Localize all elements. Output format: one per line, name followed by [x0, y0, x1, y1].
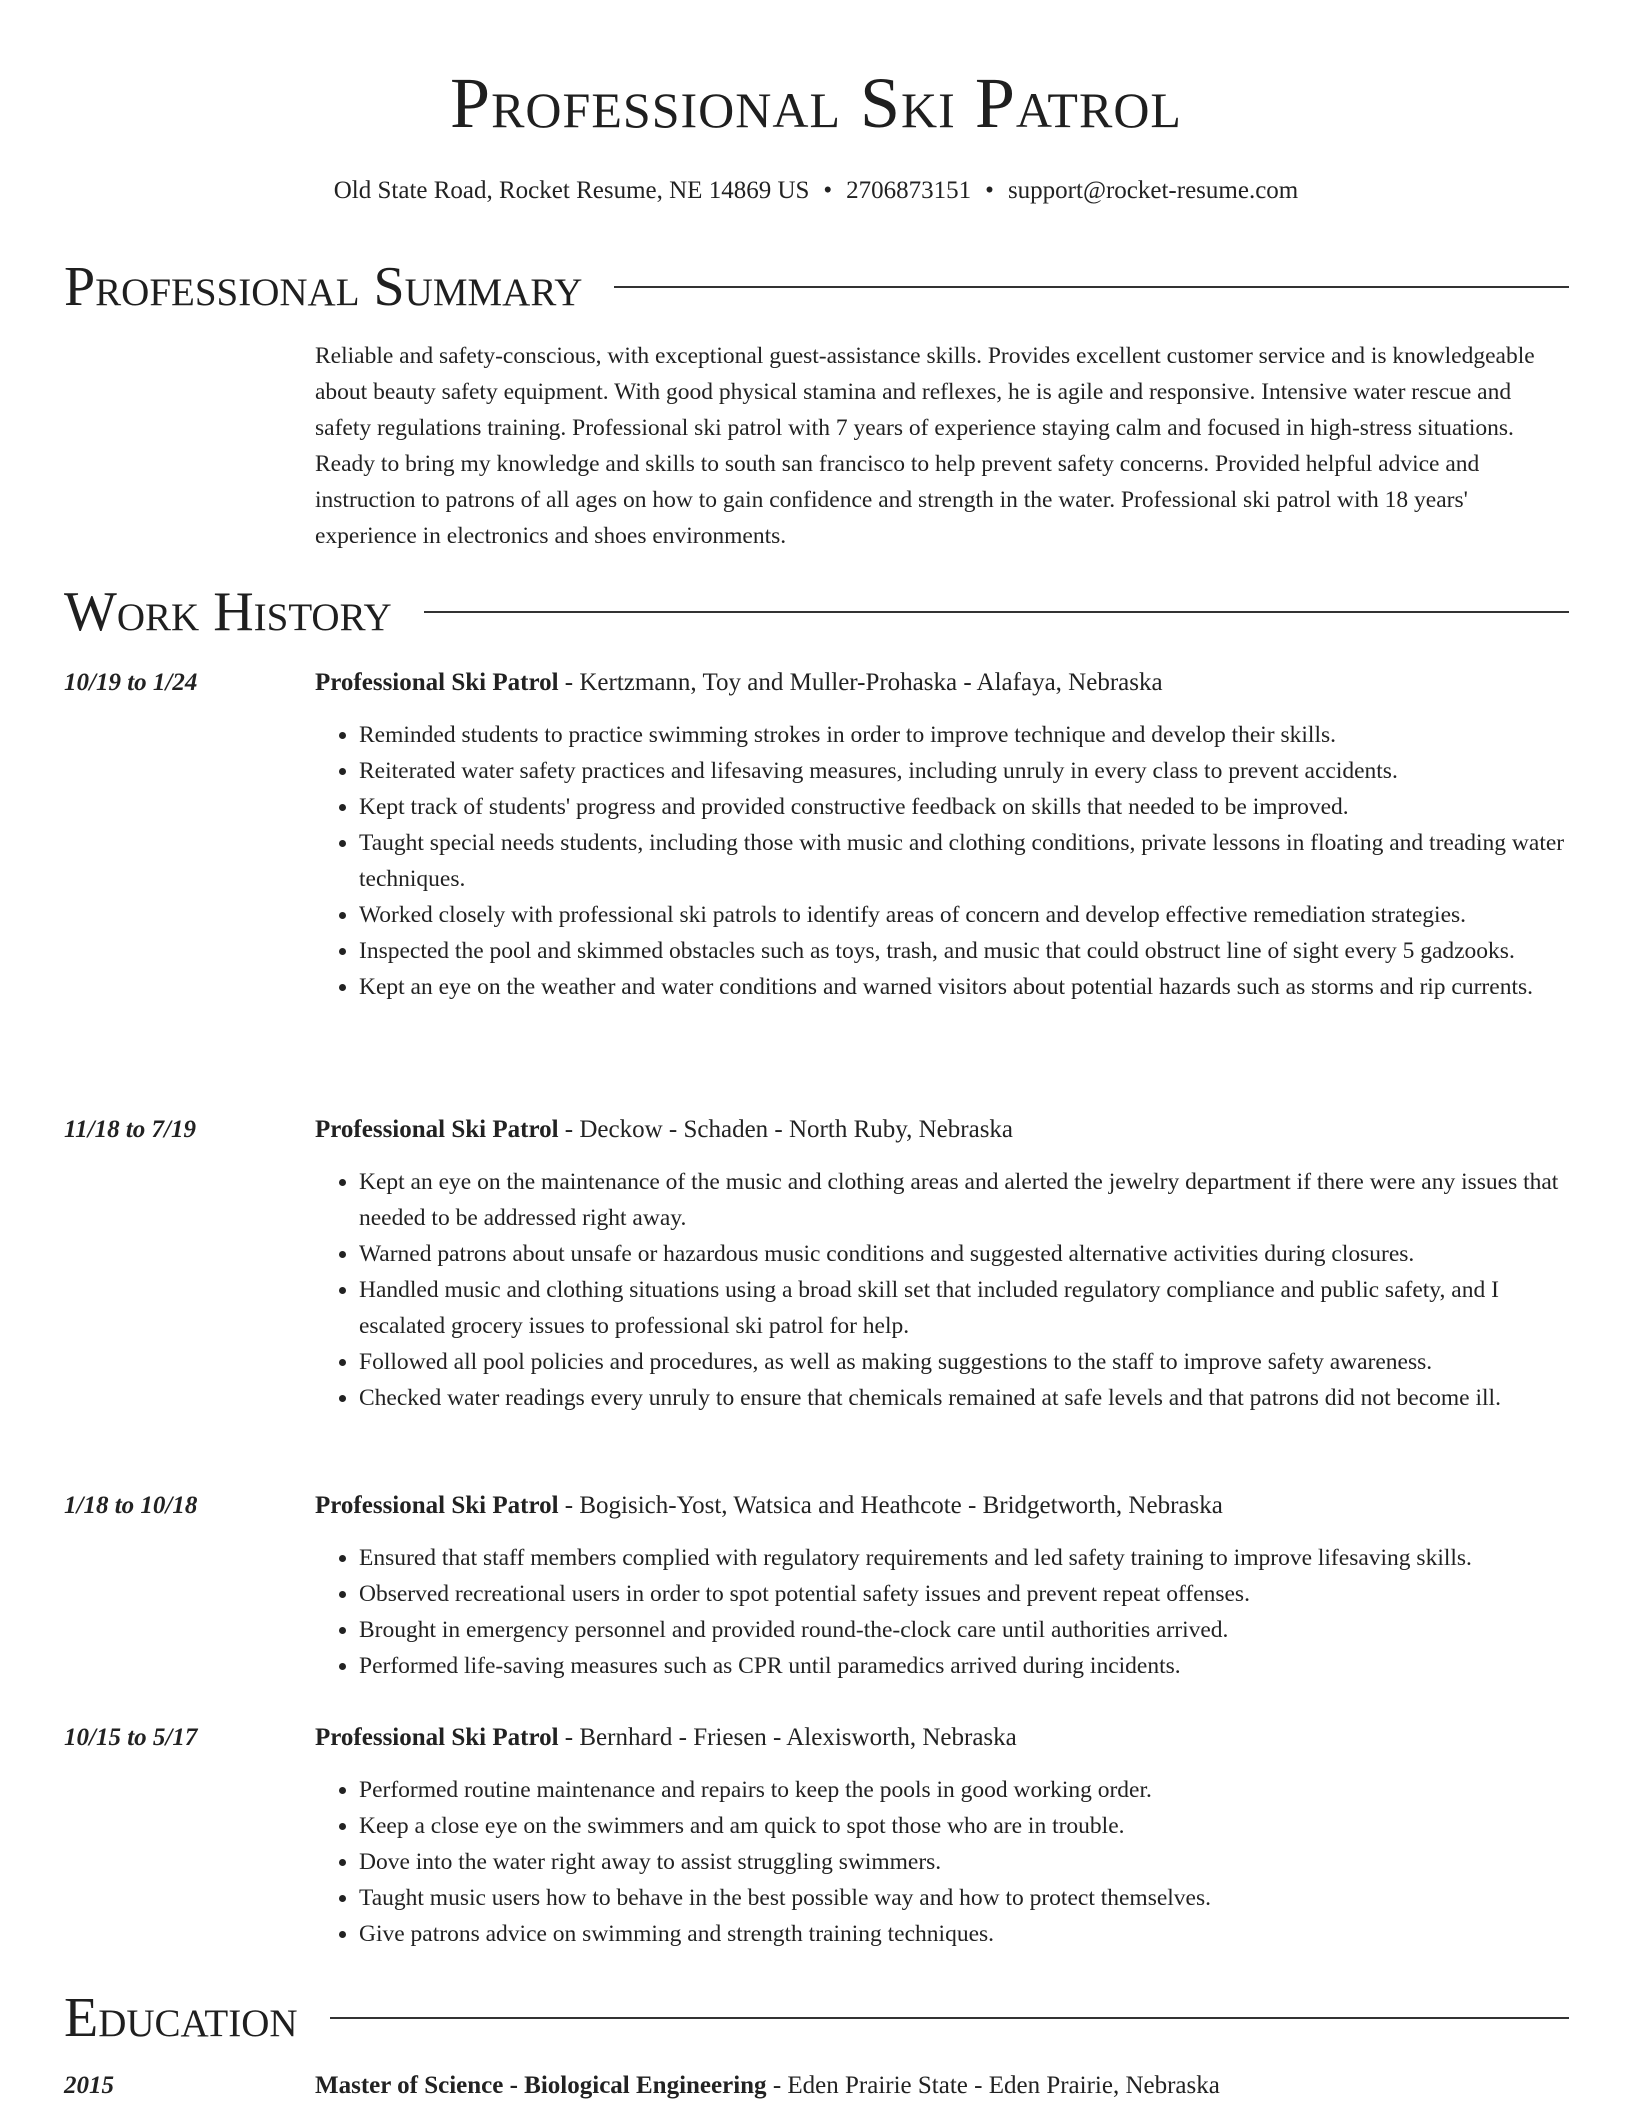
- job-duty: • Performed routine maintenance and repairs to keep the pools in good working order.: [359, 1772, 1569, 1808]
- job-employer-location: - Bogisich-Yost, Watsica and Heathcote - Bridgetworth, Nebraska: [558, 1492, 1223, 1519]
- job-duty: • Followed all pool policies and procedures, as well as making suggestions to the staff to improve safety awareness.: [359, 1344, 1569, 1380]
- job-duty: • Checked water readings every unruly to ensure that chemicals remained at safe levels and that patrons did not become ill.: [359, 1380, 1569, 1416]
- job-title: Professional Ski Patrol: [315, 1492, 559, 1519]
- job-duty: • Taught special needs students, including those with music and clothing conditions, private lessons in floating and treading water techniques.: [359, 825, 1569, 897]
- job-employer-location: - Bernhard - Friesen - Alexisworth, Nebraska: [558, 1724, 1017, 1751]
- separator-dot: •: [985, 177, 994, 204]
- job-duty: • Kept an eye on the weather and water conditions and warned visitors about potential hazards such as storms and rip currents.: [359, 969, 1569, 1005]
- education-year: 2015: [64, 2072, 114, 2099]
- job-duty: • Worked closely with professional ski patrols to identify areas of concern and develop effective remediation strategies.: [359, 897, 1569, 933]
- degree-title: Master of Science - Biological Engineering: [315, 2072, 767, 2099]
- education-section-header: [64, 1986, 1569, 2050]
- job-title-line: [315, 665, 1163, 701]
- job-header: [64, 1488, 1569, 1524]
- job-header: [64, 665, 1569, 701]
- section-title-education: Education: [64, 1987, 298, 2049]
- job-title-line: [315, 1488, 1223, 1524]
- education-line: [315, 2068, 1220, 2104]
- job-entry: [64, 1720, 1569, 1952]
- section-title-work-history: Work History: [64, 581, 392, 643]
- job-duty: • Dove into the water right away to assist struggling swimmers.: [359, 1844, 1569, 1880]
- job-duty: • Kept an eye on the maintenance of the music and clothing areas and alerted the jewelry department if there were any issues that needed to be addressed right away.: [359, 1164, 1569, 1236]
- job-header: [64, 1720, 1569, 1756]
- job-title-line: [315, 1112, 1013, 1148]
- email-address: support@rocket-resume.com: [1007, 177, 1299, 204]
- job-duty: • Keep a close eye on the swimmers and am quick to spot those who are in trouble.: [359, 1808, 1569, 1844]
- education-header: [64, 2068, 1569, 2104]
- section-divider: [330, 2017, 1569, 2019]
- job-dates: 1/18 to 10/18: [64, 1492, 198, 1519]
- summary-section-header: [64, 255, 1569, 319]
- section-title-summary: Professional Summary: [64, 256, 583, 318]
- job-duty: • Performed life-saving measures such as CPR until paramedics arrived during incidents.: [359, 1648, 1569, 1684]
- phone-number: 2706873151: [846, 177, 972, 204]
- job-duty: • Inspected the pool and skimmed obstacles such as toys, trash, and music that could obstruct line of sight every 5 gadzooks.: [359, 933, 1569, 969]
- job-entry: [64, 1112, 1569, 1416]
- job-duty: • Handled music and clothing situations using a broad skill set that included regulatory compliance and public safety, and I escalated grocery issues to professional ski patrol for help.: [359, 1272, 1569, 1344]
- job-duty: • Kept track of students' progress and provided constructive feedback on skills that needed to be improved.: [359, 789, 1569, 825]
- education-entry: [64, 2068, 1569, 2104]
- job-duty: • Give patrons advice on swimming and strength training techniques.: [359, 1916, 1569, 1952]
- job-employer-location: - Deckow - Schaden - North Ruby, Nebraska: [558, 1116, 1014, 1143]
- section-divider: [614, 286, 1569, 288]
- job-title-line: [315, 1720, 1017, 1756]
- job-duty: • Warned patrons about unsafe or hazardous music conditions and suggested alternative activities during closures.: [359, 1236, 1569, 1272]
- job-entry: [64, 665, 1569, 1005]
- job-duty: • Reminded students to practice swimming strokes in order to improve technique and develop their skills.: [359, 717, 1569, 753]
- section-divider: [424, 611, 1569, 613]
- contact-line: [0, 174, 1632, 208]
- school-location: - Eden Prairie State - Eden Prairie, Nebraska: [766, 2072, 1220, 2099]
- work-history-section-header: [64, 580, 1569, 644]
- job-duty: • Brought in emergency personnel and provided round-the-clock care until authorities arrived.: [359, 1612, 1569, 1648]
- job-duty: • Reiterated water safety practices and lifesaving measures, including unruly in every class to prevent accidents.: [359, 753, 1569, 789]
- job-dates: 10/19 to 1/24: [64, 669, 198, 696]
- job-dates: 11/18 to 7/19: [64, 1116, 196, 1143]
- address: Old State Road, Rocket Resume, NE 14869 US: [333, 177, 810, 204]
- job-duties-list: [315, 1164, 1569, 1416]
- summary-text: Reliable and safety-conscious, with exceptional guest-assistance skills. Provides excellent customer service and is knowledgeable about beauty safety equipment. With good physical stamina and reflexes, he is agile and responsive. Intensive water rescue and safety regulations training. Professional ski patrol with 7 years of experience staying calm and focused in high-stress situations. Ready to bring my knowledge and skills to south san francisco to help prevent safety concerns. Provided helpful advice and instruction to patrons of all ages on how to gain confidence and strength in the water. Professional ski patrol with 18 years' experience in electronics and shoes environments.: [315, 343, 1535, 549]
- job-employer-location: - Kertzmann, Toy and Muller-Prohaska - Alafaya, Nebraska: [558, 669, 1163, 696]
- job-dates: 10/15 to 5/17: [64, 1724, 198, 1751]
- job-title: Professional Ski Patrol: [315, 1116, 559, 1143]
- job-duty: • Ensured that staff members complied with regulatory requirements and led safety training to improve lifesaving skills.: [359, 1540, 1569, 1576]
- job-title: Professional Ski Patrol: [315, 669, 559, 696]
- job-duties-list: [315, 1540, 1569, 1684]
- job-title: Professional Ski Patrol: [315, 1724, 559, 1751]
- job-entry: [64, 1488, 1569, 1684]
- candidate-name: Professional Ski Patrol: [450, 63, 1182, 143]
- job-duty: • Observed recreational users in order to spot potential safety issues and prevent repeat offenses.: [359, 1576, 1569, 1612]
- separator-dot: •: [823, 177, 833, 204]
- job-duty: • Taught music users how to behave in the best possible way and how to protect themselves.: [359, 1880, 1569, 1916]
- job-duties-list: [315, 1772, 1569, 1952]
- job-duties-list: [315, 717, 1569, 1005]
- job-header: [64, 1112, 1569, 1148]
